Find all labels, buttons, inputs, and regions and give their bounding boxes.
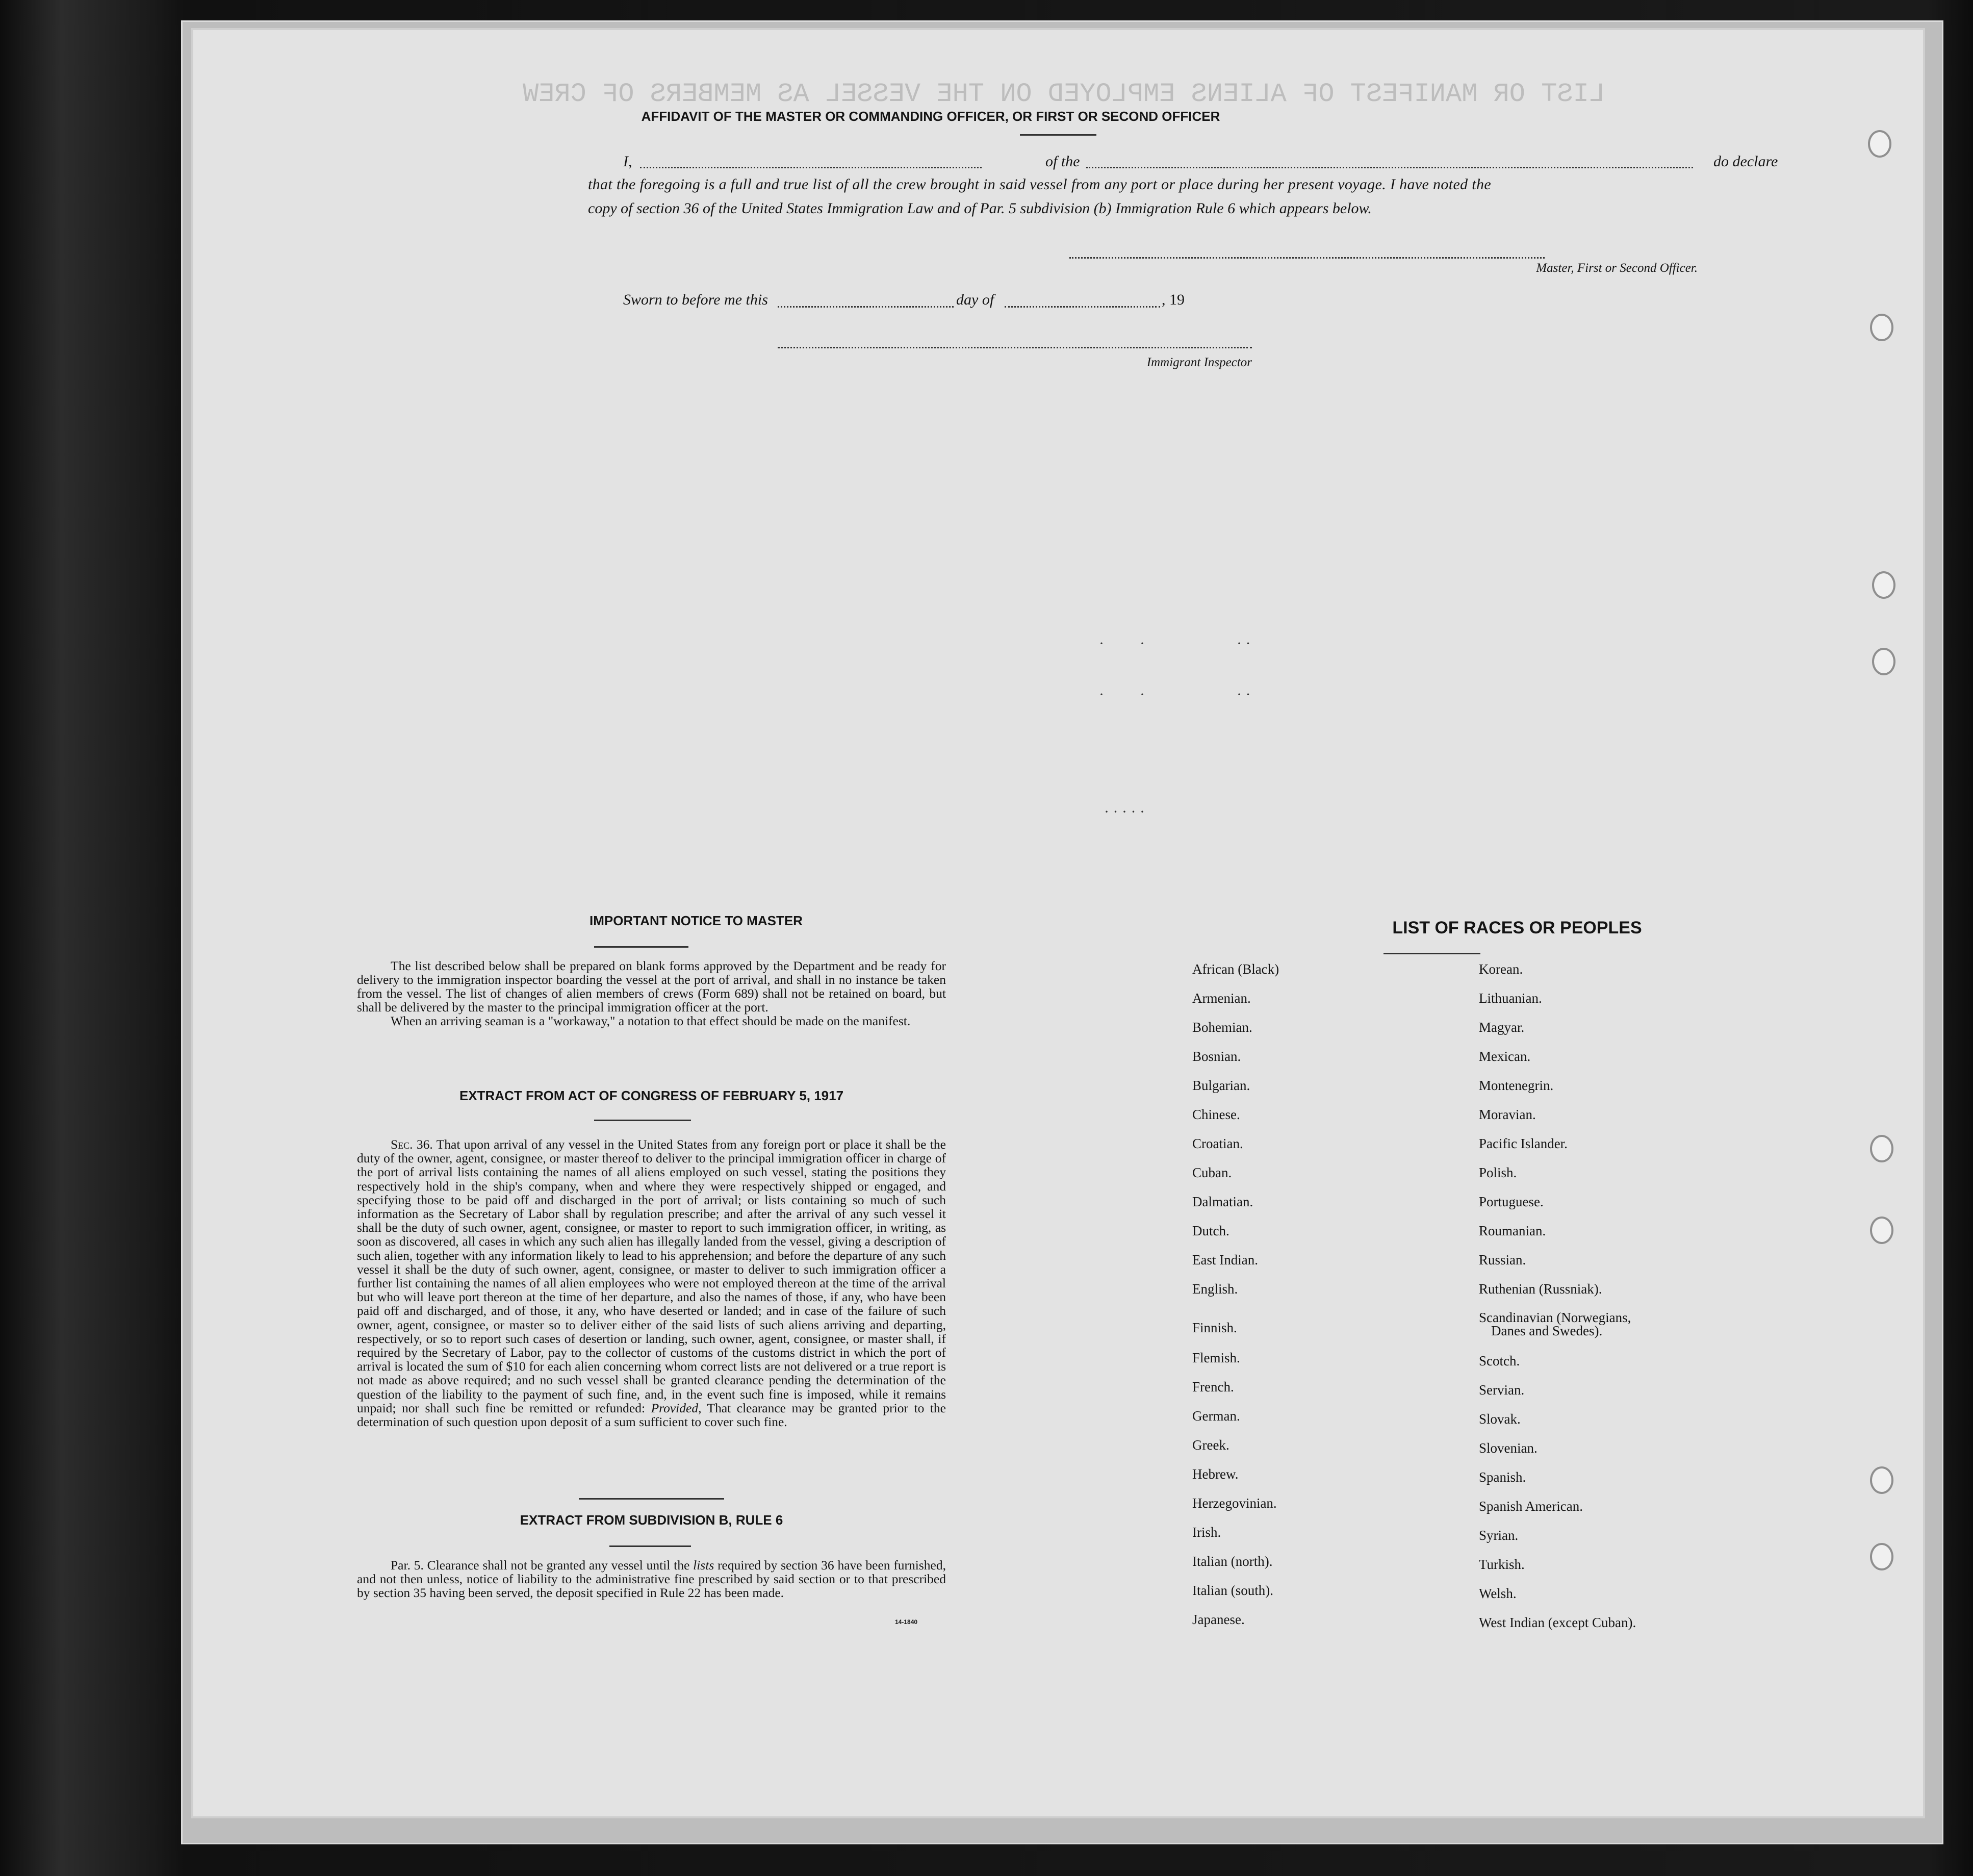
punch-hole — [1870, 1135, 1893, 1162]
signature-caption: Master, First or Second Officer. — [1536, 261, 1698, 275]
race-item: African (Black) — [1192, 961, 1279, 977]
race-item: Scotch. — [1479, 1353, 1520, 1368]
race-item: Magyar. — [1479, 1020, 1525, 1035]
race-item: Roumanian. — [1479, 1223, 1546, 1238]
rule-extract-text — [357, 1558, 946, 1600]
act-extract-text — [357, 1137, 946, 1429]
race-item: Croatian. — [1192, 1136, 1243, 1151]
race-item: Bosnian. — [1192, 1049, 1241, 1064]
affidavit-i-label: I, — [623, 153, 632, 170]
notice-text — [357, 959, 946, 1028]
race-item: English. — [1192, 1281, 1238, 1297]
affidavit-heading: AFFIDAVIT OF THE MASTER OR COMMANDING OFFICER, OR FIRST OR SECOND OFFICER — [641, 109, 1220, 124]
ink-dots: · · — [1237, 686, 1251, 703]
race-item: Bohemian. — [1192, 1020, 1252, 1035]
race-item: Japanese. — [1192, 1612, 1245, 1627]
inspector-caption: Immigrant Inspector — [1146, 356, 1252, 369]
notice-paragraph-2: When an arriving seaman is a "workaway," a notation to that effect should be made on the manifest. — [391, 1013, 911, 1028]
race-item: West Indian (except Cuban). — [1479, 1615, 1636, 1630]
heading-underline — [609, 1545, 691, 1547]
vessel-blank[interactable] — [1086, 167, 1693, 168]
section-36-text: That upon arrival of any vessel in the United States from any foreign port or place it shall be the duty of the owner, agent, consignee, or master thereof to deliver to the principal immigration officer in charge of the port of arrival lists containing the names of all aliens employed on such vessel, stating the positions they respectively hold in the ship's company, when and where they were respectively shipped or engaged, and specifying those to be paid off and discharged in the port of arrival; or lists containing so much of such information as the Secretary of Labor shall by regulation prescribe; and after the arrival of any such vessel it shall be the duty of such owner, agent, consignee, or master to report to such immigration officer, in writing, as soon as discovered, all cases in which any such alien has illegally landed from the vessel, giving a description of such alien, together with any information likely to lead to his apprehension; and before the departure of any such vessel it shall be the duty of such owner, agent, consignee, or master to deliver to such immigration officer a further list containing the names of all alien employees who were not employed thereon at the time of the arrival but who will leave port thereon at the time of her departure, and also the names of those, if any, who have been paid off and discharged, and of those, it any, who have deserted or landed; and in case of the failure of such owner, agent, consignee, or master so to deliver either of the said lists of such aliens arriving and departing, respectively, or so to report such cases of desertion or landing, such owner, agent, consignee, or master shall, if required by the Secretary of Labor, pay to the collector of customs of the customs district in which the port of arrival is located the sum of $10 for each alien concerning whom correct lists are not delivered or a true report is not made as above required; and no such vessel shall be granted clearance pending the determination of the question of the liability to the payment of such fine, and, in the event such fine is imposed, while it remains unpaid; nor shall such fine be remitted or refunded: — [357, 1137, 946, 1415]
race-item: Chinese. — [1192, 1107, 1240, 1122]
notice-paragraph-1: The list described below shall be prepared on blank forms approved by the Department and be ready for delivery to the immigration inspector boarding the vessel at the port of arrival, and shall in no instance be taken from the vessel. The list of changes of alien members of crews (Form 689) shall not be retained on board, but shall be delivered by the master to the principal immigration officer at the port. — [357, 958, 946, 1015]
provided-label: Provided, — [651, 1400, 702, 1415]
race-item: Spanish American. — [1479, 1499, 1583, 1514]
race-item: Pacific Islander. — [1479, 1136, 1568, 1151]
race-item: Armenian. — [1192, 991, 1251, 1006]
affidavit-line-2: that the foregoing is a full and true list of all the crew brought in said vessel from any port or place during her present voyage. I have noted the — [588, 176, 1492, 193]
races-heading: LIST OF RACES OR PEOPLES — [1392, 918, 1642, 937]
day-of-label: day of — [956, 291, 994, 308]
punch-hole — [1872, 648, 1895, 675]
race-item: French. — [1192, 1379, 1234, 1395]
sworn-label: Sworn to before me this — [623, 291, 768, 308]
ink-dots: · — [1099, 635, 1104, 652]
race-item: Flemish. — [1192, 1350, 1240, 1365]
race-item: Dalmatian. — [1192, 1194, 1253, 1209]
heading-underline — [594, 1120, 691, 1121]
punch-hole — [1870, 1216, 1893, 1244]
race-item-line: Danes and Swedes). — [1491, 1323, 1603, 1338]
document-sheet — [191, 28, 1925, 1818]
race-item: German. — [1192, 1408, 1240, 1424]
race-item: Hebrew. — [1192, 1466, 1239, 1482]
signature-line[interactable] — [1069, 257, 1545, 259]
ink-dots: · · — [1237, 635, 1251, 652]
race-item: Greek. — [1192, 1437, 1229, 1453]
race-item: Welsh. — [1479, 1586, 1517, 1601]
punch-hole — [1872, 571, 1895, 599]
race-item: Cuban. — [1192, 1165, 1232, 1180]
race-item: Italian (north). — [1192, 1554, 1273, 1569]
sworn-month-blank[interactable] — [1005, 306, 1160, 308]
heading-underline — [1020, 134, 1096, 136]
race-item: Servian. — [1479, 1382, 1525, 1398]
year-prefix: , 19 — [1162, 291, 1185, 308]
par-5-text-a: Par. 5. Clearance shall not be granted any vessel until the — [391, 1558, 690, 1573]
affidavit-of-the-label: of the — [1045, 153, 1080, 170]
sworn-day-blank[interactable] — [778, 306, 954, 308]
race-item: Turkish. — [1479, 1557, 1525, 1572]
inspector-signature-line[interactable] — [778, 347, 1252, 348]
race-item-scandinavian — [1479, 1308, 1636, 1351]
race-item: Russian. — [1479, 1252, 1526, 1267]
race-item: Lithuanian. — [1479, 991, 1542, 1006]
race-item: Montenegrin. — [1479, 1078, 1554, 1093]
ink-dots: · · · · · — [1104, 803, 1145, 820]
section-36-text-end: That clearance may be granted prior to the determination of such question upon deposit of a sum sufficient to cover such fine. — [357, 1400, 946, 1430]
race-item: Italian (south). — [1192, 1583, 1273, 1598]
race-item: East Indian. — [1192, 1252, 1258, 1267]
lists-word: lists — [693, 1558, 714, 1573]
par-5-text-b: required by section 36 have been furnished, and not then unless, notice of liability to the administrative fine prescribed by said section or to that prescribed by section 35 having been served, the deposit specified in Rule 22 has been made. — [357, 1558, 946, 1600]
race-item: Slovak. — [1479, 1411, 1521, 1427]
races-right-column — [1479, 959, 1636, 1641]
form-number: 14-1840 — [895, 1618, 918, 1626]
ink-dots: · — [1099, 686, 1104, 703]
punch-hole — [1870, 314, 1893, 341]
ink-dots: · — [1140, 686, 1145, 703]
ink-dots: · — [1140, 635, 1145, 652]
race-item: Moravian. — [1479, 1107, 1536, 1122]
bleed-through-text: LIST OR MANIFEST OF ALIENS EMPLOYED ON THE VESSEL AS MEMBERS OF CREW — [523, 79, 1605, 109]
punch-hole — [1868, 130, 1891, 158]
race-item: Portuguese. — [1479, 1194, 1544, 1209]
race-item: Polish. — [1479, 1165, 1517, 1180]
race-item: Syrian. — [1479, 1528, 1519, 1543]
race-item: Dutch. — [1192, 1223, 1229, 1238]
heading-underline — [594, 946, 688, 948]
notice-heading: IMPORTANT NOTICE TO MASTER — [590, 913, 803, 928]
act-extract-heading: EXTRACT FROM ACT OF CONGRESS OF FEBRUARY 5, 1917 — [459, 1088, 844, 1103]
race-item: Finnish. — [1192, 1320, 1237, 1335]
section-divider — [579, 1498, 724, 1500]
name-blank[interactable] — [640, 167, 982, 168]
race-item: Slovenian. — [1479, 1440, 1538, 1456]
section-label: Sec. 36. — [391, 1137, 433, 1152]
punch-hole — [1870, 1543, 1893, 1570]
heading-underline — [1383, 953, 1480, 954]
race-item: Ruthenian (Russniak). — [1479, 1281, 1602, 1297]
race-item: Herzegovinian. — [1192, 1495, 1277, 1511]
race-item: Mexican. — [1479, 1049, 1531, 1064]
race-item: Spanish. — [1479, 1469, 1526, 1485]
rule-extract-heading: EXTRACT FROM SUBDIVISION B, RULE 6 — [520, 1512, 783, 1528]
races-left-column — [1192, 959, 1279, 1638]
race-item-line: Scandinavian (Norwegians, — [1479, 1310, 1631, 1325]
punch-hole — [1870, 1466, 1893, 1494]
race-item: Irish. — [1192, 1525, 1221, 1540]
race-item: Bulgarian. — [1192, 1078, 1250, 1093]
affidavit-do-declare: do declare — [1713, 153, 1778, 170]
affidavit-line-3: copy of section 36 of the United States Immigration Law and of Par. 5 subdivision (b) Immigration Rule 6 which appears below. — [588, 200, 1372, 217]
race-item: Korean. — [1479, 961, 1523, 977]
